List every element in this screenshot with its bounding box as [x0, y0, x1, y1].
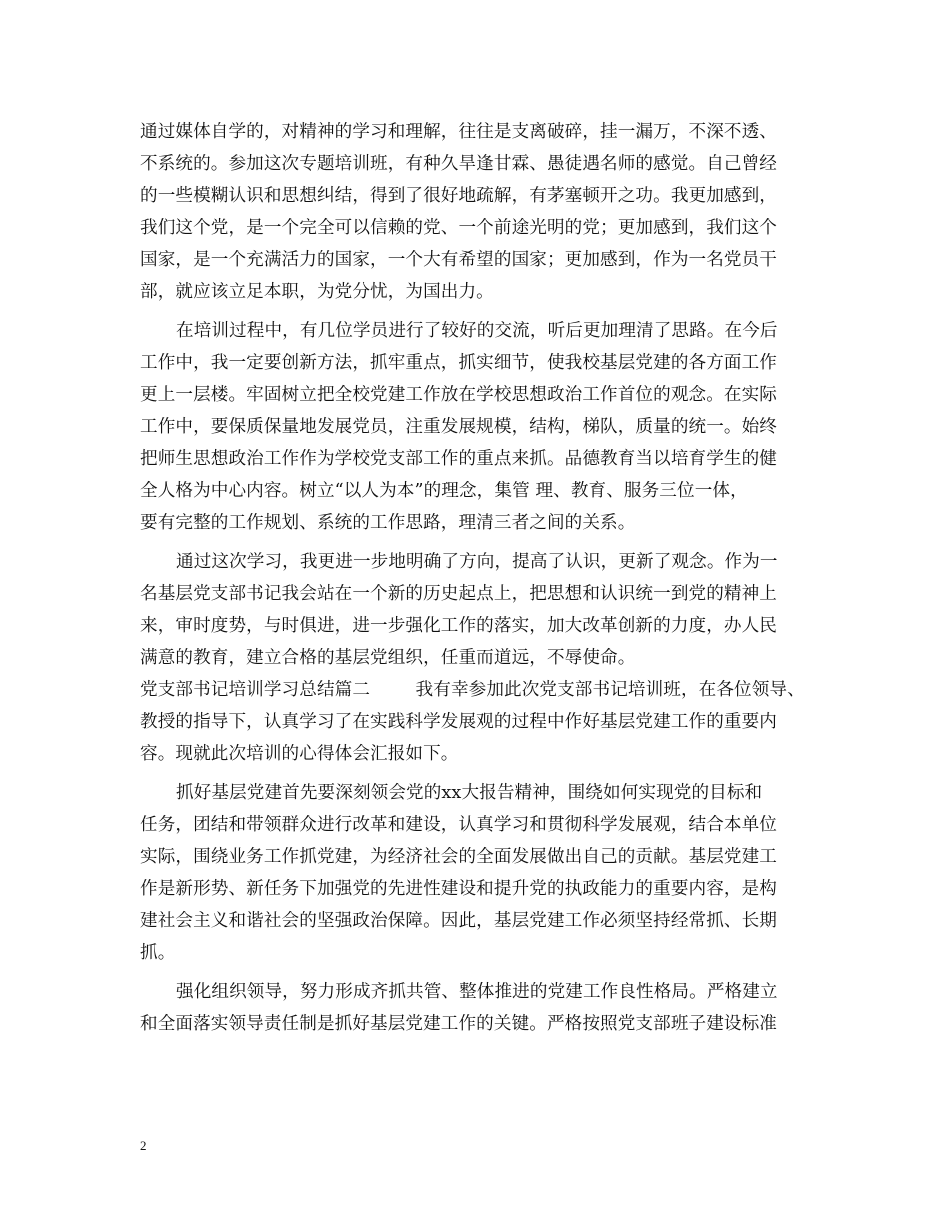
paragraph-first-line: 抓好基层党建首先要深刻领会党的xx大报告精神，围绕如何实现党的目标和 [176, 783, 763, 803]
section-heading-line: 党支部书记培训学习总结篇二 我有幸参加此次党支部书记培训班，在各位领导、 [140, 680, 805, 700]
text-line: 名基层党支部书记我会站在一个新的历史起点上，把思想和认识统一到党的精神上 [140, 584, 777, 604]
text-line: 要有完整的工作规划、系统的工作思路，理清三者之间的关系。 [140, 513, 636, 533]
text-line: 作是新形势、新任务下加强党的先进性建设和提升党的执政能力的重要内容，是构 [140, 879, 777, 899]
paragraph-first-line: 在培训过程中，有几位学员进行了较好的交流，听后更加理清了思路。在今后 [176, 321, 778, 341]
text-line: 部，就应该立足本职，为党分忧，为国出力。 [140, 282, 494, 302]
text-line: 工作中，我一定要创新方法，抓牢重点，抓实细节，使我校基层党建的各方面工作 [140, 353, 777, 373]
text-line: 抓。 [140, 943, 176, 963]
text-line: 来，审时度势，与时俱进，进一步强化工作的落实，加大改革创新的力度，办人民 [140, 616, 777, 636]
body-text [140, 116, 820, 1040]
text-line: 满意的教育，建立合格的基层党组织，任重而道远，不辱使命。 [140, 648, 636, 668]
text-line: 的一些模糊认识和思想纠结，得到了很好地疏解，有茅塞顿开之功。我更加感到， [140, 186, 777, 206]
text-line: 国家，是一个充满活力的国家，一个大有希望的国家；更加感到，作为一名党员干 [140, 250, 777, 270]
text-line: 和全面落实领导责任制是抓好基层党建工作的关键。严格按照党支部班子建设标准 [140, 1014, 777, 1034]
text-line: 全人格为中心内容。树立“以人为本”的理念，集管 理、教育、服务三位一体， [140, 481, 748, 501]
text-line: 把师生思想政治工作作为学校党支部工作的重点来抓。品德教育当以培育学生的健 [140, 449, 777, 469]
paragraph-first-line: 通过这次学习，我更进一步地明确了方向，提高了认识，更新了观念。作为一 [176, 552, 778, 572]
text-line: 不系统的。参加这次专题培训班，有种久旱逢甘霖、愚徒遇名师的感觉。自己曾经 [140, 154, 777, 174]
page-number: 2 [140, 1138, 147, 1153]
text-line: 任务，团结和带领群众进行改革和建设，认真学习和贯彻科学发展观，结合本单位 [140, 815, 777, 835]
text-line: 更上一层楼。牢固树立把全校党建工作放在学校思想政治工作首位的观念。在实际 [140, 385, 777, 405]
text-line: 建社会主义和谐社会的坚强政治保障。因此，基层党建工作必须坚持经常抓、长期 [140, 911, 777, 931]
paragraph-first-line: 强化组织领导，努力形成齐抓共管、整体推进的党建工作良性格局。严格建立 [176, 982, 778, 1002]
text-line: 容。现就此次培训的心得体会汇报如下。 [140, 744, 459, 764]
text-line: 工作中，要保质保量地发展党员，注重发展规模，结构，梯队，质量的统一。始终 [140, 417, 777, 437]
text-line: 通过媒体自学的，对精神的学习和理解，往往是支离破碎，挂一漏万，不深不透、 [140, 122, 777, 142]
text-line: 我们这个党，是一个完全可以信赖的党、一个前途光明的党；更加感到，我们这个 [140, 218, 777, 238]
text-line: 实际，围绕业务工作抓党建，为经济社会的全面发展做出自己的贡献。基层党建工 [140, 847, 777, 867]
text-line: 教授的指导下，认真学习了在实践科学发展观的过程中作好基层党建工作的重要内 [140, 712, 777, 732]
